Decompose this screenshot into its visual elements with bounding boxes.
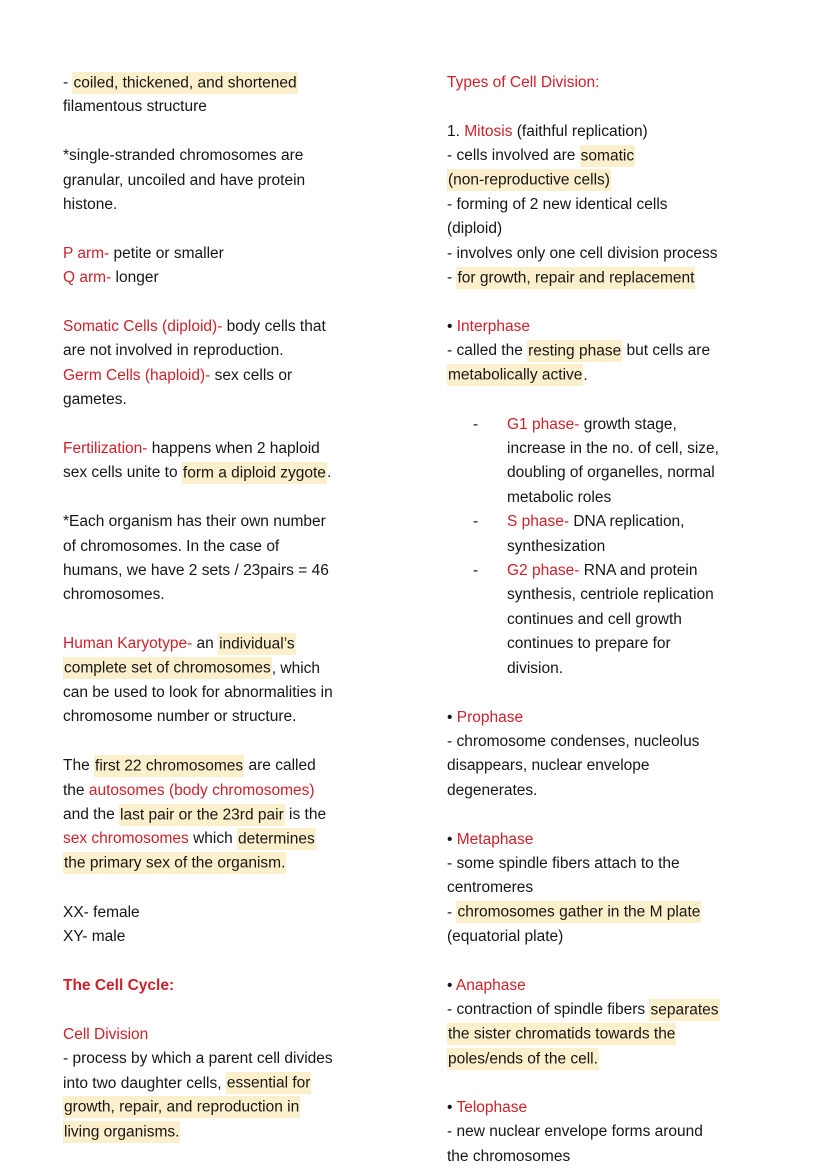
text-line: [447, 413, 828, 437]
text-run: synthesis, centriole replication: [507, 586, 714, 604]
red-term: Germ Cells (haploid)-: [63, 366, 211, 384]
text-run: can be used to look for abnormalities in: [63, 684, 333, 702]
paragraph: [63, 71, 447, 120]
text-line: [447, 828, 828, 852]
red-term: Q arm-: [63, 269, 112, 287]
text-line: [447, 315, 828, 339]
paragraph: [63, 315, 447, 413]
text-run: filamentous structure: [63, 98, 207, 116]
text-line: [63, 1047, 447, 1071]
red-term: Prophase: [456, 708, 524, 726]
paragraph: [63, 510, 447, 608]
text-run: - forming of 2 new identical cells: [447, 196, 668, 214]
text-line: [63, 925, 447, 949]
highlighted-text: metabolically active: [447, 364, 583, 386]
text-line: [447, 974, 828, 998]
text-line: [63, 901, 447, 925]
highlighted-text: poles/ends of the cell.: [447, 1048, 599, 1070]
red-term: sex chromosomes: [63, 830, 189, 848]
highlighted-text: growth, repair, and reproduction in: [63, 1096, 300, 1118]
text-run: continues and cell growth: [507, 610, 682, 628]
text-run: the chromosomes: [447, 1147, 571, 1165]
text-line: [63, 705, 447, 729]
red-term: Human Karyotype-: [63, 635, 193, 653]
highlighted-text: first 22 chromosomes: [94, 755, 244, 777]
text-run: XY- male: [63, 928, 126, 946]
text-line: [447, 583, 828, 607]
dash-marker: -: [473, 562, 479, 580]
text-line: [447, 1047, 828, 1071]
text-run: synthesization: [507, 537, 606, 555]
text-line: [447, 144, 828, 168]
paragraph: [447, 315, 828, 388]
text-run: •: [447, 318, 457, 336]
highlighted-text: form a diploid zygote: [182, 462, 327, 484]
text-line: [447, 339, 828, 363]
text-line: [63, 779, 447, 803]
text-run: and the: [63, 806, 120, 824]
text-line: [63, 657, 447, 681]
text-run: The: [63, 757, 95, 775]
text-line: [63, 437, 447, 461]
paragraph: [63, 632, 447, 730]
red-heading: The Cell Cycle:: [63, 976, 175, 994]
text-run: , which: [271, 659, 321, 677]
text-run: (faithful replication): [512, 122, 648, 140]
paragraph: [63, 242, 447, 291]
text-line: [447, 217, 828, 241]
text-run: is the: [284, 806, 327, 824]
text-line: [447, 559, 828, 583]
text-line: [447, 510, 828, 534]
highlighted-text: living organisms.: [63, 1121, 180, 1143]
text-run: - chromosome condenses, nucleolus: [447, 732, 700, 750]
text-line: [63, 388, 447, 412]
highlighted-text: somatic: [580, 145, 635, 167]
highlighted-text: complete set of chromosomes: [63, 657, 272, 679]
text-line: [63, 461, 447, 485]
red-term: Metaphase: [456, 830, 534, 848]
text-run: RNA and protein: [579, 562, 698, 580]
text-line: [63, 632, 447, 656]
text-line: [63, 803, 447, 827]
text-line: [63, 71, 447, 95]
red-term: Types of Cell Division:: [447, 74, 600, 91]
text-line: [63, 681, 447, 705]
text-line: [447, 608, 828, 632]
text-line: [63, 510, 447, 534]
text-run: sex cells unite to: [63, 464, 182, 482]
text-run: continues to prepare for: [507, 635, 671, 653]
text-run: are called: [244, 757, 316, 775]
text-line: [447, 1023, 828, 1047]
text-line: [63, 266, 447, 290]
text-run: XX- female: [63, 903, 140, 921]
text-run: gametes.: [63, 391, 127, 409]
text-run: - some spindle fibers attach to the: [447, 854, 680, 872]
dash-marker: -: [473, 513, 479, 531]
text-run: -: [63, 74, 73, 91]
text-run: DNA replication,: [569, 513, 685, 531]
text-line: [63, 827, 447, 851]
red-term: G1 phase-: [507, 415, 580, 433]
text-run: are not involved in reproduction.: [63, 342, 284, 360]
text-run: - contraction of spindle fibers: [447, 1001, 650, 1019]
paragraph: [63, 974, 447, 998]
text-line: [63, 144, 447, 168]
text-line: [447, 1120, 828, 1144]
text-line: [63, 852, 447, 876]
text-line: [447, 1096, 828, 1120]
paragraph: [63, 437, 447, 486]
text-line: [447, 437, 828, 461]
text-line: [63, 95, 447, 119]
text-line: [447, 754, 828, 778]
text-run: degenerates.: [447, 781, 538, 799]
red-term: Fertilization-: [63, 440, 148, 458]
paragraph: [63, 1023, 447, 1145]
column-left: [63, 71, 447, 1169]
text-line: [63, 559, 447, 583]
text-line: [63, 169, 447, 193]
text-line: [447, 364, 828, 388]
text-run: •: [447, 708, 457, 726]
text-line: [447, 461, 828, 485]
paragraph: [447, 974, 828, 1072]
red-term: G2 phase-: [507, 562, 580, 580]
text-run: of chromosomes. In the case of: [63, 537, 280, 555]
red-term: S phase-: [507, 513, 570, 531]
text-run: chromosome number or structure.: [63, 708, 297, 726]
text-line: [447, 876, 828, 900]
text-run: -: [447, 269, 457, 287]
text-line: [63, 1096, 447, 1120]
text-run: the: [63, 781, 89, 799]
text-line: [447, 1145, 828, 1169]
text-run: 1.: [447, 122, 465, 140]
text-run: which: [188, 830, 238, 848]
paragraph: [447, 1096, 828, 1169]
text-run: longer: [111, 269, 159, 287]
highlighted-text: the primary sex of the organism.: [63, 852, 286, 874]
text-line: [447, 706, 828, 730]
text-run: granular, uncoiled and have protein: [63, 171, 306, 189]
highlighted-text: last pair or the 23rd pair: [119, 804, 285, 826]
highlighted-text: separates: [649, 999, 719, 1021]
text-line: [447, 169, 828, 193]
text-run: an: [192, 635, 219, 653]
text-line: [447, 730, 828, 754]
text-line: [63, 1120, 447, 1144]
paragraph: [63, 144, 447, 217]
text-line: [447, 242, 828, 266]
highlighted-text: for growth, repair and replacement: [456, 267, 695, 289]
text-line: [447, 266, 828, 290]
text-line: [447, 901, 828, 925]
text-line: [63, 1023, 447, 1047]
text-line: [447, 535, 828, 559]
text-run: humans, we have 2 sets / 23pairs = 46: [63, 562, 329, 580]
text-run: - new nuclear envelope forms around: [447, 1123, 703, 1141]
dash-marker: -: [473, 415, 479, 433]
highlighted-text: chromosomes gather in the M plate: [456, 901, 701, 923]
red-term: Anaphase: [455, 976, 526, 994]
highlighted-text: individual’s: [218, 633, 296, 655]
text-line: [447, 632, 828, 656]
text-run: •: [447, 976, 456, 994]
text-run: petite or smaller: [109, 244, 224, 262]
paragraph: [447, 120, 828, 291]
text-run: (diploid): [447, 220, 503, 238]
text-run: •: [447, 1098, 457, 1116]
text-line: [63, 315, 447, 339]
red-term: Mitosis: [464, 122, 513, 140]
text-run: happens when 2 haploid: [147, 440, 320, 458]
text-run: but cells are: [622, 342, 711, 360]
highlighted-text: essential for: [226, 1072, 312, 1094]
highlighted-text: (non-reproductive cells): [447, 169, 611, 191]
red-term: Cell Division: [63, 1025, 149, 1043]
text-run: •: [447, 830, 457, 848]
text-run: growth stage,: [579, 415, 677, 433]
red-term: Interphase: [456, 318, 530, 336]
text-run: - process by which a parent cell divides: [63, 1050, 333, 1068]
text-run: (equatorial plate): [447, 928, 564, 946]
text-line: [447, 852, 828, 876]
highlighted-text: determines: [237, 828, 316, 850]
highlighted-text: coiled, thickened, and shortened: [72, 72, 297, 94]
text-line: [447, 193, 828, 217]
text-line: [63, 1072, 447, 1096]
text-line: [447, 925, 828, 949]
paragraph: [447, 413, 828, 681]
text-line: [447, 657, 828, 681]
text-run: doubling of organelles, normal: [507, 464, 715, 482]
text-run: sex cells or: [210, 366, 293, 384]
column-right: [447, 71, 828, 1175]
highlighted-text: the sister chromatids towards the: [447, 1023, 676, 1045]
text-run: -: [447, 903, 457, 921]
text-line: [447, 120, 828, 144]
text-run: - involves only one cell division process: [447, 244, 718, 262]
text-line: [63, 242, 447, 266]
text-run: *Each organism has their own number: [63, 513, 326, 531]
text-run: metabolic roles: [507, 488, 612, 506]
red-term: P arm-: [63, 244, 110, 262]
text-run: .: [326, 464, 332, 482]
text-run: body cells that: [222, 318, 326, 336]
text-line: [447, 998, 828, 1022]
paragraph: [63, 754, 447, 876]
text-run: .: [583, 366, 588, 384]
text-run: disappears, nuclear envelope: [447, 757, 650, 775]
paragraph: [447, 706, 828, 804]
text-run: - cells involved are: [447, 147, 580, 165]
text-line: [447, 779, 828, 803]
text-run: division.: [507, 659, 563, 677]
text-line: [63, 974, 447, 998]
text-run: histone.: [63, 196, 118, 214]
text-line: [63, 339, 447, 363]
text-line: [63, 583, 447, 607]
red-term: Somatic Cells (diploid)-: [63, 318, 223, 336]
text-line: [63, 535, 447, 559]
highlighted-text: resting phase: [527, 340, 622, 362]
paragraph: [63, 901, 447, 950]
text-run: chromosomes.: [63, 586, 165, 604]
text-line: [63, 364, 447, 388]
text-run: - called the: [447, 342, 528, 360]
red-term: Telophase: [456, 1098, 528, 1116]
text-line: [447, 486, 828, 510]
text-line: [447, 71, 828, 95]
paragraph: [447, 828, 828, 950]
text-line: [63, 193, 447, 217]
red-term: autosomes (body chromosomes): [88, 781, 315, 799]
text-run: into two daughter cells,: [63, 1074, 226, 1092]
text-run: increase in the no. of cell, size,: [507, 440, 719, 458]
paragraph: [447, 71, 828, 95]
text-run: centromeres: [447, 879, 534, 897]
text-run: *single-stranded chromosomes are: [63, 147, 304, 165]
text-line: [63, 754, 447, 778]
